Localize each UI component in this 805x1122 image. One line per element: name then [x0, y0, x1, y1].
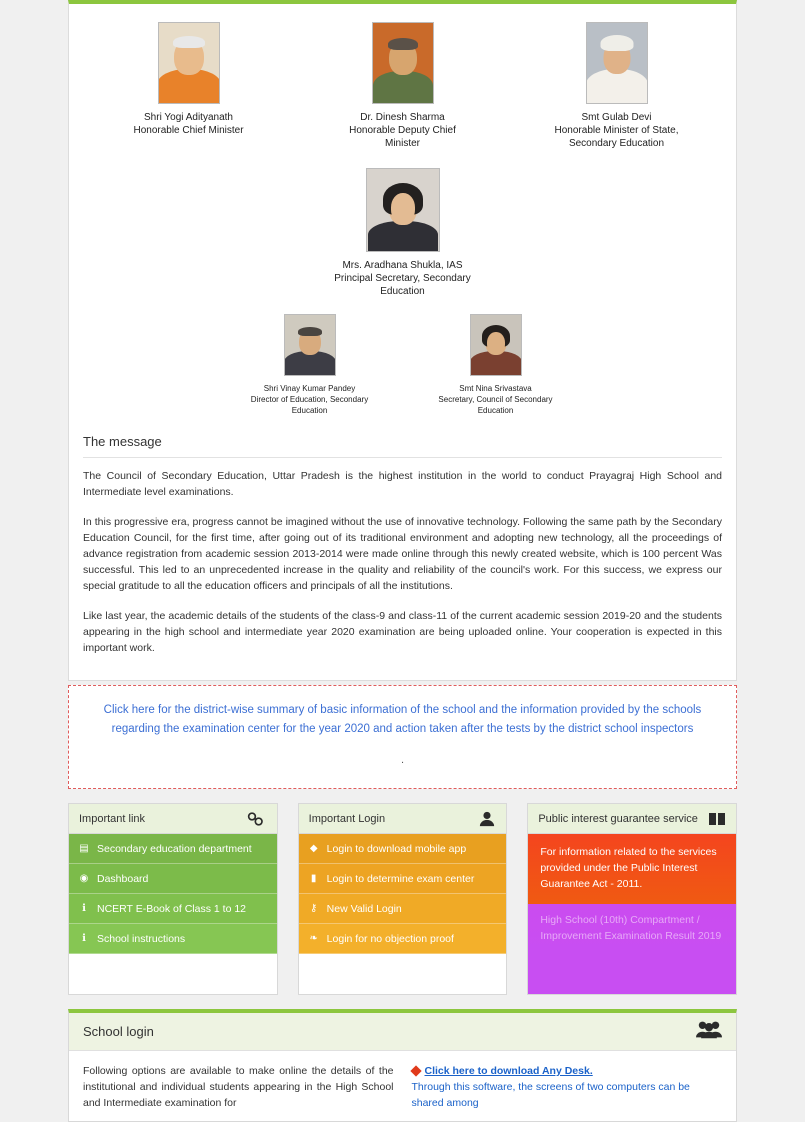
list-item[interactable] [69, 894, 277, 924]
cards-row [68, 803, 737, 995]
officials-panel [68, 0, 737, 681]
official-card [240, 314, 380, 416]
book-icon: ▮ [310, 873, 317, 884]
school-login-text: Following options are available to make online the details of the institutional and individual students appearing in the High School and Intermediate examination for [83, 1065, 394, 1109]
book-open-icon [708, 811, 726, 827]
dashboard-icon: ◉ [79, 873, 89, 884]
official-card [547, 22, 687, 150]
portrait-vinay-kumar-pandey-photo [284, 314, 336, 376]
message-paragraph: The Council of Secondary Education, Uttar Pradesh is the highest institution in the world to conduct Prayagraj High School and Intermediate level examinations. [83, 470, 722, 498]
official-name: Smt Gulab Devi [581, 112, 652, 123]
portrait-nina-srivastava-photo [470, 314, 522, 376]
card-header [528, 804, 736, 834]
officials-list [69, 4, 736, 422]
link-icon [247, 811, 267, 827]
card-body [69, 834, 277, 986]
officials-row-2 [79, 168, 726, 298]
portrait-aradhana-shukla-photo [366, 168, 440, 252]
official-designation: Principal Secretary, Secondary Education [334, 273, 471, 297]
anydesk-block [412, 1063, 723, 1111]
district-summary-notice [68, 685, 737, 789]
notice-dot: . [400, 754, 405, 766]
list-item-label: New Valid Login [326, 902, 402, 915]
list-item-label: NCERT E-Book of Class 1 to 12 [97, 902, 247, 915]
official-name: Smt Nina Srivastava [459, 384, 532, 393]
message-paragraph: Like last year, the academic details of the students of the class-9 and class-11 of the current academic session 2019-20 and the students appearing in the high school and intermediate year 2020 examination are being uploaded online. Your cooperation is expected in this important work. [83, 610, 722, 654]
list-item[interactable] [299, 894, 507, 924]
key-icon: ⚷ [310, 903, 318, 914]
list-item[interactable] [299, 924, 507, 954]
anydesk-description: Through this software, the screens of two computers can be shared among [411, 1081, 690, 1109]
portrait-gulab-devi-photo [586, 22, 648, 104]
info-icon: ℹ [82, 903, 86, 914]
school-login-panel [68, 1009, 737, 1122]
card-body [299, 834, 507, 986]
message-paragraph: In this progressive era, progress cannot be imagined without the use of innovative technology. Following the same path by the Secondary Education Council, for the first time, after going out of its traditional environment and adopting new technology, all the proceedings of advance registration from academic session 2013-2014 were made online through this newly created website, which is 100 percent Was successful. This led to an unprecedented increase in the quality and reliability of the council's work. For this success, we express our special gratitude to all the education officers and principals of all the institutions. [83, 516, 722, 592]
card-title: Important link [79, 812, 146, 825]
official-designation: Secretary, Council of Secondary Education [438, 395, 553, 415]
card-footer [69, 954, 277, 986]
official-name: Shri Yogi Adityanath [144, 112, 233, 123]
list-item[interactable] [299, 864, 507, 894]
portrait-yogi-adityanath-photo [158, 22, 220, 104]
official-designation: Honorable Minister of State, Secondary Education [554, 125, 679, 149]
card-footer [299, 954, 507, 986]
users-icon [696, 1019, 722, 1044]
card-important-link [68, 803, 278, 995]
card-title: Important Login [308, 812, 386, 825]
list-item-label: Login to download mobile app [326, 842, 467, 855]
diamond-icon [410, 1066, 421, 1077]
pig-result-block[interactable]: High School (10th) Compartment / Improvement Examination Result 2019 [528, 904, 736, 954]
school-login-title: School login [83, 1024, 154, 1039]
school-login-body [69, 1051, 736, 1121]
school-login-header [69, 1013, 736, 1051]
official-card [119, 22, 259, 137]
official-name: Shri Vinay Kumar Pandey [263, 384, 356, 393]
anydesk-download-link[interactable]: Click here to download Any Desk. [424, 1065, 593, 1077]
card-public-interest-guarantee [527, 803, 737, 995]
list-item[interactable] [69, 834, 277, 864]
user-icon [478, 811, 496, 827]
list-item-label: Dashboard [97, 872, 149, 885]
card-title: Public interest guarantee service [538, 812, 698, 825]
list-item-label: Login to determine exam center [326, 872, 475, 885]
list-item[interactable] [69, 924, 277, 954]
list-item-label: Secondary education department [97, 842, 252, 855]
list-item-label: School instructions [97, 932, 186, 945]
pig-empty-block [528, 954, 736, 994]
tag-icon: ❧ [309, 933, 318, 944]
message-section [69, 422, 736, 680]
officials-row-1 [79, 22, 726, 150]
portrait-dinesh-sharma-photo [372, 22, 434, 104]
card-header [299, 804, 507, 834]
document-icon: ▤ [79, 843, 89, 854]
officials-row-3 [79, 314, 726, 416]
list-item[interactable] [69, 864, 277, 894]
list-item[interactable] [299, 834, 507, 864]
card-header [69, 804, 277, 834]
info-icon: ℹ [82, 933, 86, 944]
list-item-label: Login for no objection proof [326, 932, 454, 945]
card-important-login [298, 803, 508, 995]
official-card [426, 314, 566, 416]
official-designation: Honorable Chief Minister [133, 125, 244, 136]
official-card [333, 22, 473, 150]
district-summary-link[interactable]: Click here for the district-wise summary of basic information of the school and the information provided by the schools regarding the examination center for the year 2020 and action taken after the tests by the district school inspectors [103, 704, 702, 735]
official-name: Mrs. Aradhana Shukla, IAS [342, 260, 463, 271]
message-title: The message [83, 426, 722, 458]
diamond-icon: ◆ [309, 843, 318, 854]
card-body [528, 834, 736, 994]
official-designation: Director of Education, Secondary Education [250, 395, 369, 415]
official-name: Dr. Dinesh Sharma [360, 112, 445, 123]
official-card [333, 168, 473, 298]
official-designation: Honorable Deputy Chief Minister [349, 125, 456, 149]
pig-info-block[interactable]: For information related to the services provided under the Public Interest Guarantee Act - 2011. [528, 834, 736, 904]
